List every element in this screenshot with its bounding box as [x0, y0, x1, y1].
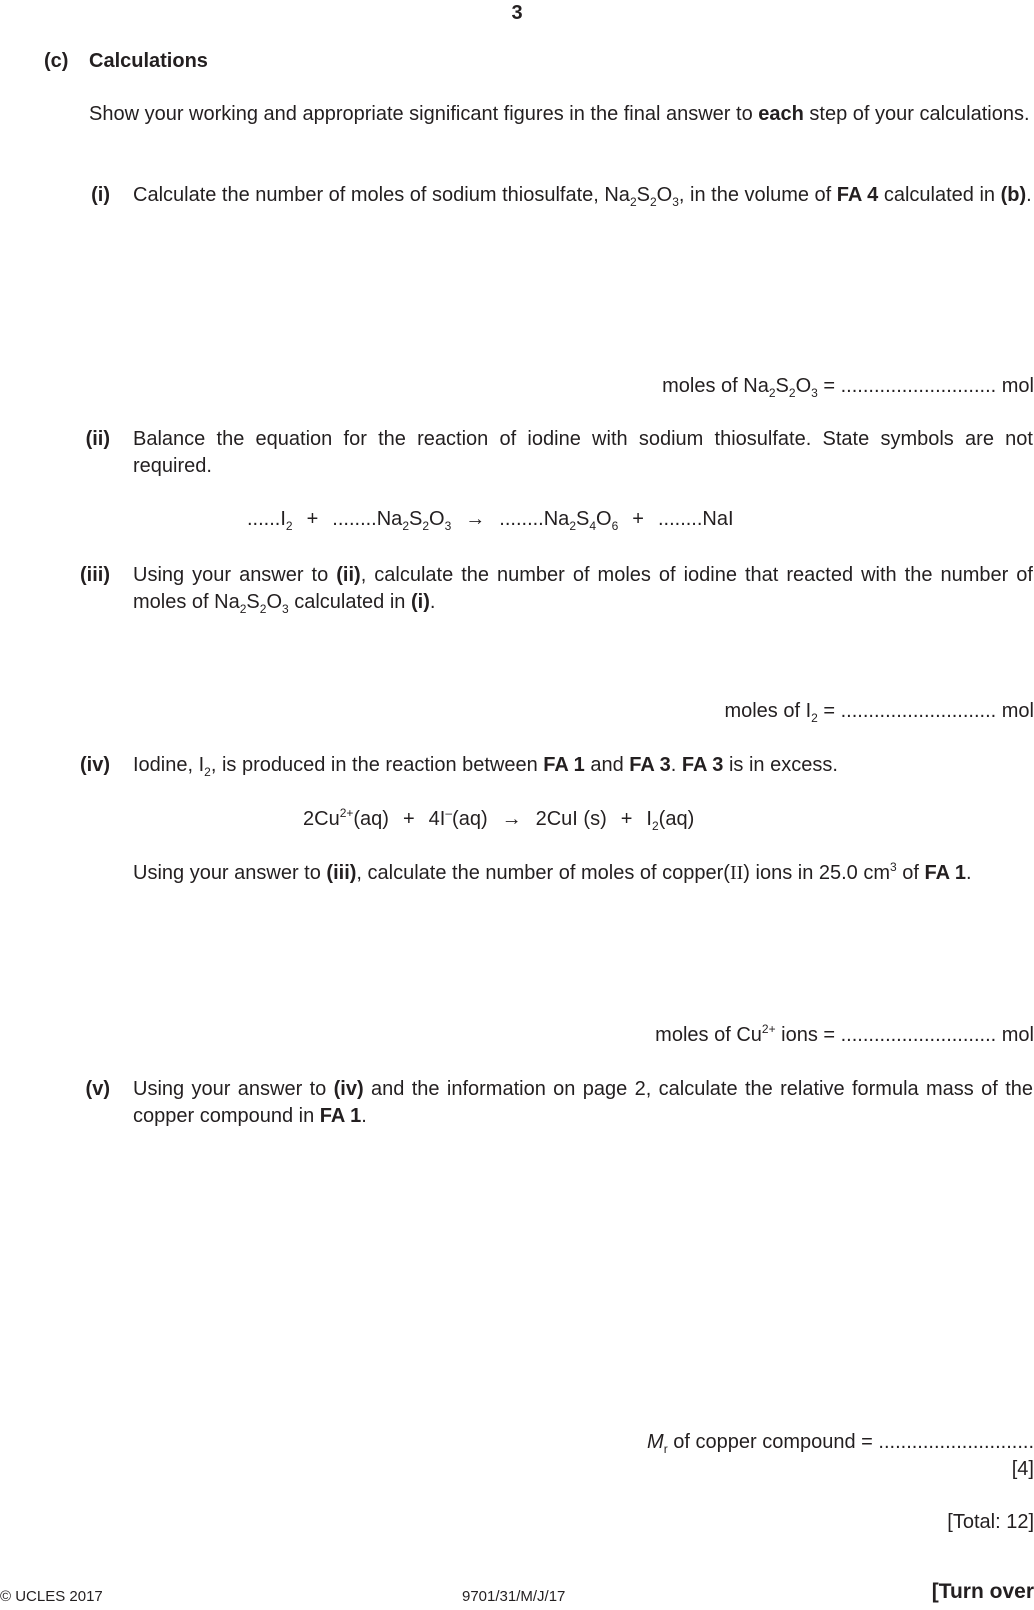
eq-plus: + — [620, 808, 633, 830]
section-label: (c) — [44, 50, 69, 72]
eq-term: I — [646, 808, 652, 830]
marks-allocation: [4] — [1011, 1458, 1034, 1480]
eq-term: (aq) — [452, 808, 488, 830]
answer-dots: = ............................ mol — [817, 375, 1034, 397]
eq-sub: 3 — [444, 519, 452, 533]
q1-sub: 2 — [649, 195, 657, 209]
section-intro — [89, 101, 1032, 128]
q4-text: . — [966, 862, 972, 884]
eq-sub: 6 — [611, 519, 619, 533]
q3-text: , calculate the number of moles of iodine that reacted with the number of moles of Na — [133, 564, 1033, 613]
eq-term: ......I — [247, 508, 286, 530]
q4-sub: 2 — [204, 765, 211, 779]
q4-text: , calculate the number of moles of copper( — [356, 862, 730, 884]
q3-sub: 2 — [239, 602, 247, 616]
q5-text: Using your answer to — [133, 1078, 334, 1100]
q4-bold: (iii) — [326, 862, 357, 884]
q4-bold: FA 1 — [543, 754, 585, 776]
eq-sub: 4 — [589, 519, 597, 533]
eq-term: 2Cu — [303, 808, 340, 830]
q4-bold: FA 1 — [924, 862, 966, 884]
q4-text: is in excess. — [723, 754, 838, 776]
q4-text: . — [670, 754, 682, 776]
q5-bold: FA 1 — [319, 1105, 362, 1127]
question-ii-text: Balance the equation for the reaction of iodine with sodium thiosulfate. State symbols are not required. — [133, 428, 1033, 477]
question-iv-text-2 — [133, 860, 1033, 887]
q3-text: calculated in — [288, 591, 411, 613]
q4-text: Iodine, I — [133, 754, 205, 776]
eq-term: O — [596, 508, 612, 530]
eq-term: O — [429, 508, 445, 530]
q3-sub: 2 — [259, 602, 267, 616]
eq-arrow: → — [465, 508, 486, 530]
answer-line-moles-thiosulfate — [662, 373, 1034, 400]
eq-term: S — [409, 508, 423, 530]
question-label-iii: (iii) — [80, 564, 110, 586]
total-marks: [Total: 12] — [947, 1511, 1034, 1533]
q1-text: S — [636, 184, 650, 206]
eq-sup: – — [445, 806, 453, 820]
eq-sub: 2 — [422, 519, 430, 533]
q1-text: calculated in — [878, 184, 1001, 206]
q5-text: and the information on page 2, calculate the relative formula mass of the copper compound in — [133, 1078, 1033, 1127]
answer-text: S — [775, 375, 789, 397]
eq-sup: 2+ — [339, 806, 354, 820]
q4-text: , is produced in the reaction between — [210, 754, 544, 776]
question-label-iv: (iv) — [80, 754, 110, 776]
eq-term: (aq) — [658, 808, 695, 830]
eq-sub: 2 — [569, 519, 576, 533]
q4-bold: FA 3 — [681, 754, 724, 776]
eq-sub: 2 — [651, 819, 659, 833]
q5-bold: (iv) — [333, 1078, 364, 1100]
answer-line-relative-formula-mass — [647, 1429, 1034, 1456]
intro-text-end: step of your calculations. — [803, 103, 1030, 125]
answer-text: O — [795, 375, 812, 397]
question-iii-text — [133, 562, 1033, 616]
answer-sub: r — [663, 1442, 668, 1456]
q4-bold: FA 3 — [629, 754, 671, 776]
question-iv-text — [133, 752, 1033, 779]
q4-text: ) ions in 25.0 cm — [743, 862, 891, 884]
footer-turn-over: [Turn over — [931, 1580, 1034, 1603]
copper-iodide-equation — [303, 806, 694, 833]
question-label-i: (i) — [91, 184, 110, 206]
q1-bold: FA 4 — [836, 184, 879, 206]
answer-dots: of copper compound = ............................ — [667, 1431, 1034, 1453]
eq-term: ........Na — [499, 508, 570, 530]
eq-term: 2CuI (s) — [535, 808, 607, 830]
q1-sub: 3 — [672, 195, 679, 209]
answer-text: moles of I — [724, 700, 812, 722]
answer-text: moles of Cu — [655, 1024, 762, 1046]
answer-dots: ions = ............................ mol — [775, 1024, 1034, 1046]
q3-text: . — [429, 591, 436, 613]
q5-text: . — [361, 1105, 367, 1127]
footer-paper-code: 9701/31/M/J/17 — [462, 1588, 566, 1605]
question-label-ii: (ii) — [85, 428, 110, 450]
q3-text: Using your answer to — [133, 564, 337, 586]
q4-text: Using your answer to — [133, 862, 327, 884]
answer-mr-symbol: M — [647, 1431, 664, 1453]
q1-sub: 2 — [629, 195, 637, 209]
footer-copyright: © UCLES 2017 — [0, 1588, 103, 1605]
section-title: Calculations — [89, 50, 208, 72]
eq-sub: 2 — [285, 519, 293, 533]
q1-text: Calculate the number of moles of sodium thiosulfate, Na — [133, 184, 630, 206]
answer-line-moles-copper — [655, 1022, 1034, 1049]
answer-sub: 3 — [811, 386, 818, 400]
q4-text: of — [896, 862, 925, 884]
eq-plus: + — [632, 508, 644, 530]
q1-bold: (b) — [1000, 184, 1027, 206]
eq-arrow: → — [501, 808, 522, 830]
question-label-v: (v) — [85, 1078, 110, 1100]
q1-text: O — [656, 184, 673, 206]
intro-text: Show your working and appropriate significant figures in the final answer to — [89, 103, 759, 125]
eq-term: (aq) — [353, 808, 389, 830]
q3-bold: (ii) — [336, 564, 361, 586]
eq-plus: + — [402, 808, 415, 830]
eq-term: ........NaI — [657, 508, 734, 530]
answer-dots: = ............................ mol — [817, 700, 1034, 722]
answer-sub: 2 — [768, 386, 776, 400]
q1-text: . — [1026, 184, 1032, 206]
eq-sub: 2 — [402, 519, 409, 533]
answer-sup: 2+ — [761, 1022, 776, 1036]
q3-sub: 3 — [282, 602, 289, 616]
answer-line-moles-iodine — [724, 698, 1034, 725]
question-i-text — [133, 182, 1033, 209]
eq-term: 4I — [428, 808, 446, 830]
q3-text: O — [266, 591, 282, 613]
q4-sup: 3 — [890, 860, 897, 874]
eq-plus: + — [306, 508, 319, 530]
answer-sub: 2 — [788, 386, 796, 400]
q3-bold: (i) — [410, 591, 430, 613]
question-v-text — [133, 1076, 1033, 1130]
page-number: 3 — [511, 2, 523, 24]
balance-equation — [247, 506, 734, 533]
eq-term: ........Na — [332, 508, 403, 530]
answer-sub: 2 — [811, 711, 818, 725]
intro-bold: each — [758, 103, 804, 125]
q4-text: and — [584, 754, 630, 776]
eq-term: S — [576, 508, 590, 530]
answer-text: moles of Na — [662, 375, 769, 397]
q1-text: , in the volume of — [678, 184, 837, 206]
q4-roman-numeral: II — [729, 862, 744, 884]
q3-text: S — [246, 591, 260, 613]
